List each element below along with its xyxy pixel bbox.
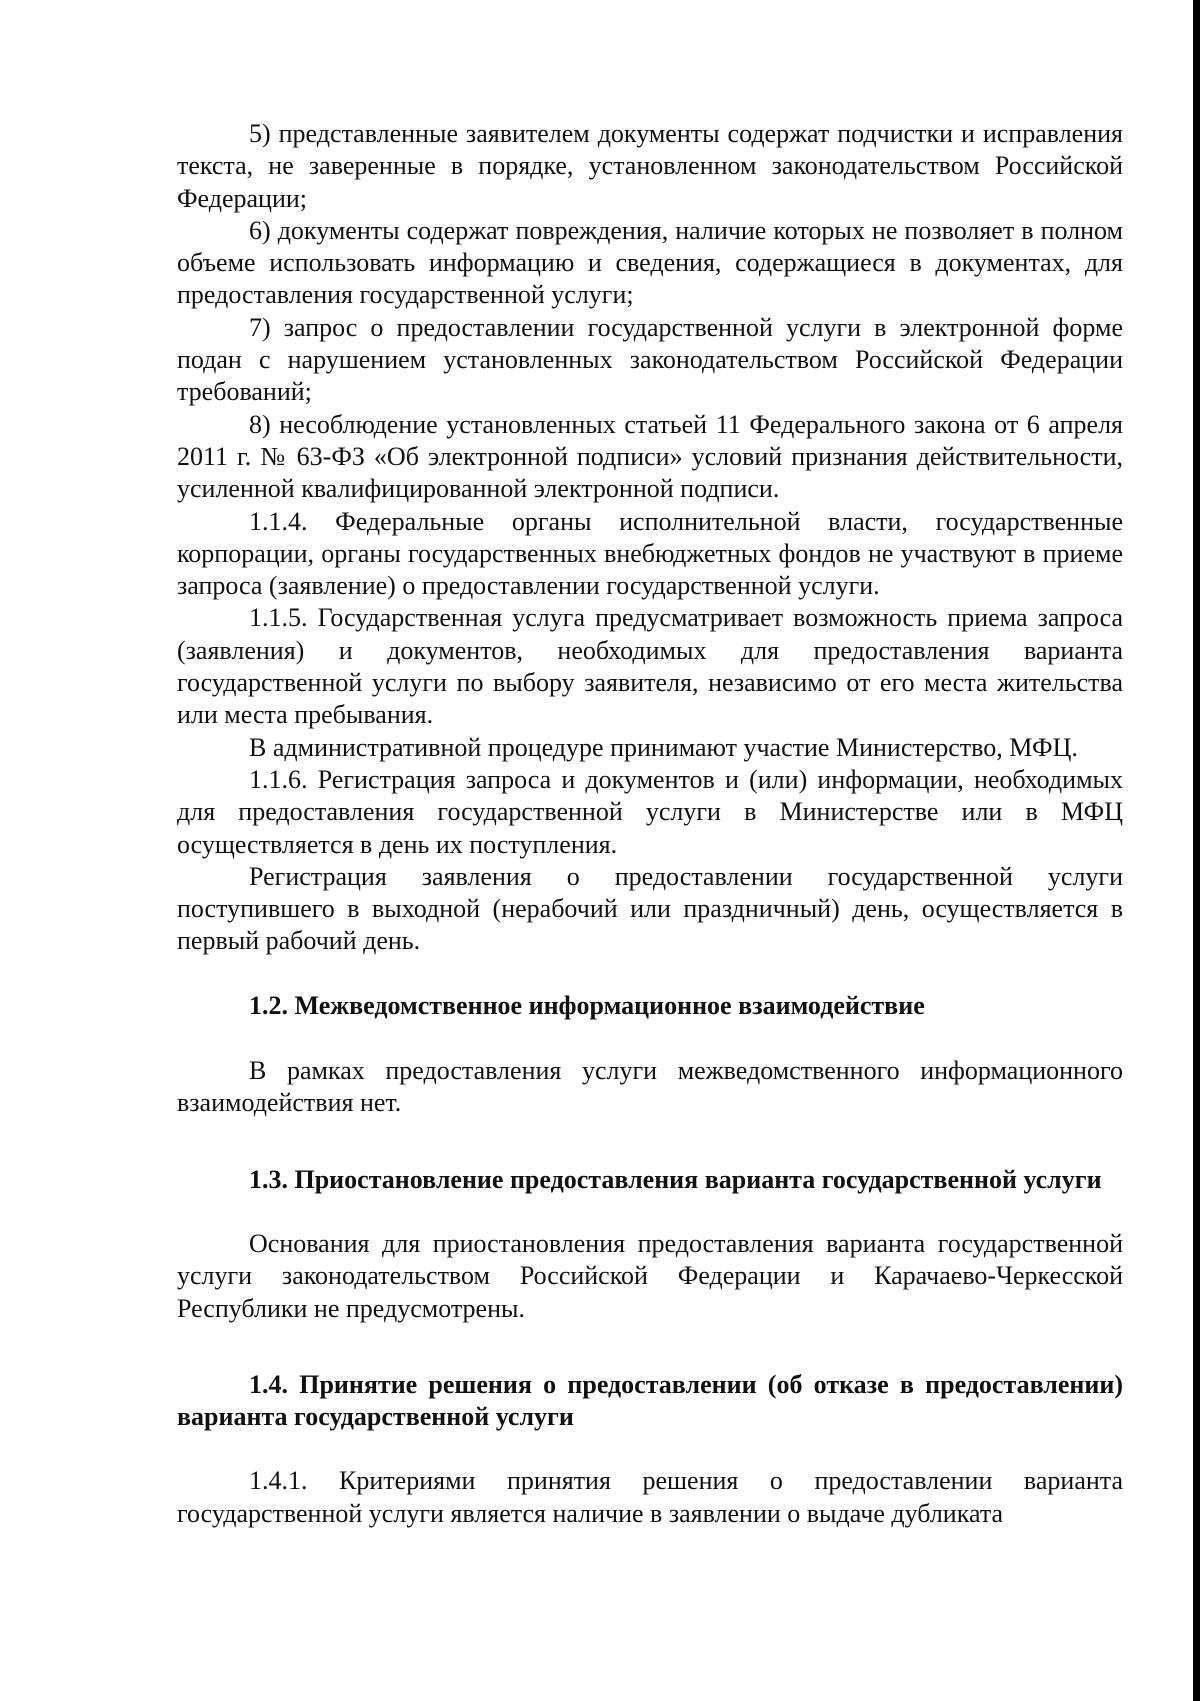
paragraph-item-5: 5) представленные заявителем документы содержат подчистки и исправления текста, не заверенные в порядке, установленном законодательством Российской Федерации;: [177, 119, 1123, 213]
paragraph-item-8: 8) несоблюдение установленных статьей 11 Федерального закона от 6 апреля 2011 г. № 63-ФЗ «Об электронной подписи» условий признания действительности, усиленной квалифицированной электронной подписи.: [177, 409, 1123, 504]
section-text-1-3: Основания для приостановления предоставления варианта государственной услуги законодательством Российской Федерации и Карачаево-Черкесской Республики не предусмотрены.: [177, 1228, 1123, 1323]
section-heading-1-3: 1.3. Приостановление предоставления варианта государственной услуги: [249, 1164, 1102, 1194]
page-edge: [1193, 0, 1200, 1701]
paragraph-item-7: 7) запрос о предоставлении государственной услуги в электронной форме подан с нарушением установленных законодательством Российской Федерации требований;: [177, 312, 1123, 407]
document-page: [177, 118, 1123, 1530]
section-heading-1-4: 1.4. Принятие решения о предоставлении (об отказе в предоставлении) варианта государственной услуги: [177, 1369, 1123, 1432]
paragraph-1-1-4: 1.1.4. Федеральные органы исполнительной власти, государственные корпорации, органы государственных внебюджетных фондов не участвуют в приеме запроса (заявление) о предоставлении государственной услуги.: [177, 506, 1123, 601]
section-text-1-4: 1.4.1. Критериями принятия решения о предоставлении варианта государственной услуги является наличие в заявлении о выдаче дубликата: [177, 1466, 1123, 1528]
paragraph-admin-procedure: В административной процедуре принимают участие Министерство, МФЦ.: [249, 732, 1078, 762]
paragraph-item-6: 6) документы содержат повреждения, наличие которых не позволяет в полном объеме использовать информацию и сведения, содержащиеся в документах, для предоставления государственной услуги;: [177, 215, 1123, 310]
section-heading-1-2: 1.2. Межведомственное информационное взаимодействие: [249, 990, 925, 1020]
paragraph-1-1-5: 1.1.5. Государственная услуга предусматривает возможность приема запроса (заявления) и документов, необходимых для предоставления варианта государственной услуги по выбору заявителя, независимо от его места жительства или места пребывания.: [177, 603, 1123, 730]
section-text-1-2: В рамках предоставления услуги межведомственного информационного взаимодействия нет.: [177, 1056, 1123, 1118]
paragraph-registration: Регистрация заявления о предоставлении государственной услуги поступившего в выходной (нерабочий или праздничный) день, осуществляется в первый рабочий день.: [177, 861, 1123, 956]
paragraph-1-1-6: 1.1.6. Регистрация запроса и документов и (или) информации, необходимых для предоставления государственной услуги в Министерстве или в МФЦ осуществляется в день их поступления.: [177, 764, 1123, 859]
